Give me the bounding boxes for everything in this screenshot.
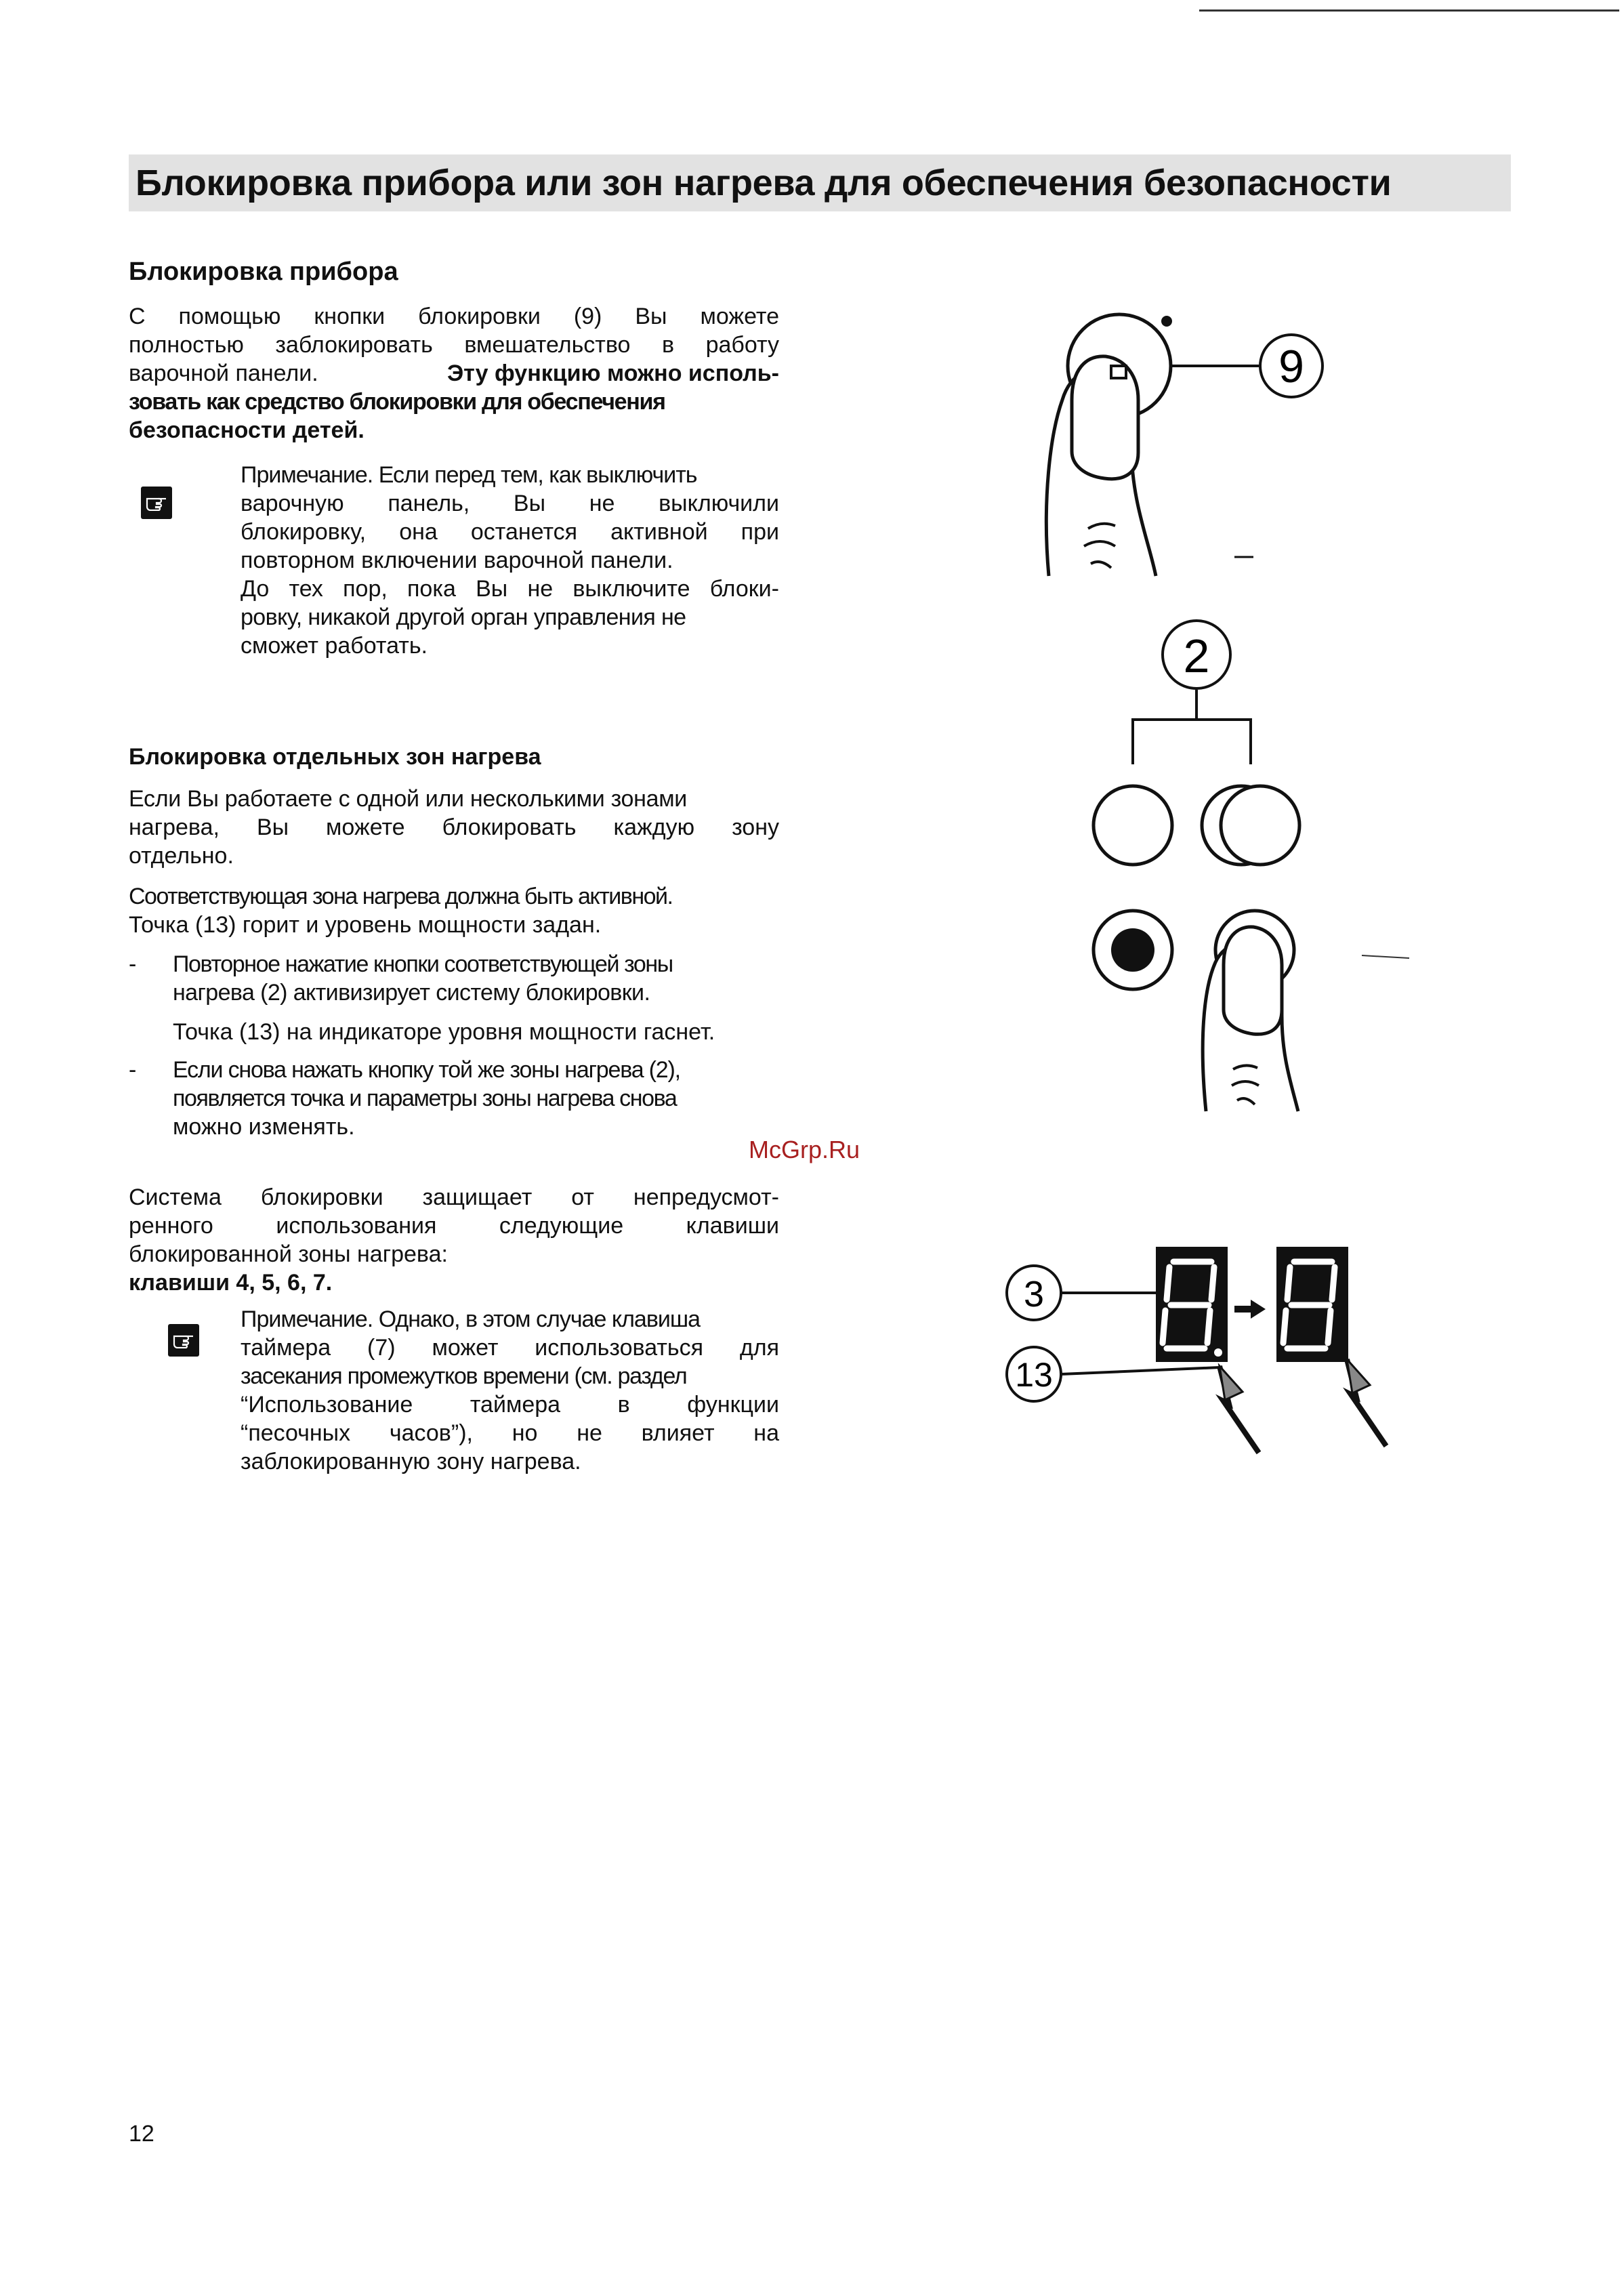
note-line: повторном включении варочной панели. (241, 548, 673, 573)
bullet-line: Если снова нажать кнопку той же зоны нагрева (2), (173, 1057, 680, 1083)
bullet-line: нагрева (2) активизирует систему блокировки. (173, 980, 650, 1006)
section1-paragraph (129, 302, 779, 445)
keys-line: клавиши 4, 5, 6, 7. (129, 1270, 333, 1296)
callout-9-label: 9 (1278, 341, 1304, 392)
text-span: варочной панели. (129, 360, 318, 386)
text-span-bold: Эту функцию можно исполь- (446, 360, 779, 386)
bullet-1 (173, 950, 779, 1007)
bullet-dash: - (129, 1057, 137, 1083)
text-line: нагрева, Вы можете блокировать каждую зону (129, 814, 779, 840)
section-heading-zone-lock: Блокировка отдельных зон нагрева (129, 744, 541, 770)
indicator-dot (1161, 316, 1172, 327)
callout-3-label: 3 (1023, 1274, 1045, 1315)
section2-paragraph-1 (129, 785, 779, 870)
callout-2-label: 2 (1183, 629, 1210, 682)
seven-segment-after (1276, 1247, 1348, 1362)
active-dot (1111, 928, 1154, 972)
page-number: 12 (129, 2121, 154, 2147)
note-line: блокировку, она останется активной при (241, 519, 779, 545)
note-line: “Использование таймера в функции (241, 1392, 779, 1418)
note-line: Примечание. Однако, в этом случае клавиша (241, 1306, 701, 1332)
text-line-bold: зовать как средство блокировки для обеспечения (129, 389, 665, 415)
callout-13-label: 13 (1015, 1356, 1053, 1394)
zone-button-right (1221, 786, 1299, 865)
text-line: Соответствующая зона нагрева должна быть активной. (129, 884, 673, 909)
bracket (1133, 690, 1251, 764)
text-line: Система блокировки защищает от непредусмот- (129, 1184, 779, 1210)
page-title: Блокировка прибора или зон нагрева для обеспечения безопасности (129, 154, 1511, 211)
note-line: Примечание. Если перед тем, как выключить (241, 462, 697, 488)
tick-mark (1362, 955, 1409, 958)
text-line-bold: безопасности детей. (129, 417, 365, 443)
bullet-dash: - (129, 951, 137, 977)
bullet-2 (173, 1056, 779, 1141)
zone-button-left (1094, 786, 1172, 865)
note-1 (241, 461, 779, 660)
section-heading-device-lock: Блокировка прибора (129, 257, 398, 286)
note-hand-icon (168, 1324, 199, 1357)
text-line: ренного использования следующие клавиши (129, 1213, 779, 1239)
seven-segment-before (1156, 1247, 1228, 1362)
watermark: McGrp.Ru (749, 1136, 860, 1163)
leader-line (1061, 1367, 1220, 1374)
section3-paragraph (129, 1183, 779, 1297)
figure-lock-button (1030, 298, 1382, 590)
figure-zone-buttons (1070, 610, 1423, 1125)
text-line: С помощью кнопки блокировки (9) Вы можете (129, 304, 779, 329)
text-line-mixed (129, 359, 779, 388)
text-line: Если Вы работаете с одной или несколькими зонами (129, 786, 687, 812)
note-line: засекания промежутков времени (см. раздел (241, 1363, 687, 1389)
note-hand-icon (141, 487, 172, 519)
arrow-right-icon (1234, 1300, 1266, 1319)
note-line: До тех пор, пока Вы не выключите блоки- (241, 576, 779, 602)
text-line: блокированной зоны нагрева: (129, 1241, 448, 1267)
note-line: сможет работать. (241, 633, 428, 659)
section2-paragraph-2 (129, 882, 779, 939)
bullet-line: можно изменять. (173, 1114, 355, 1140)
pointer-arrow-icon (1220, 1366, 1259, 1453)
pointer-arrow-icon (1347, 1359, 1386, 1446)
text-line: отдельно. (129, 843, 234, 869)
bullet-line: Повторное нажатие кнопки соответствующей зоны (173, 951, 673, 977)
note-line: таймера (7) может использоваться для (241, 1335, 779, 1361)
note-line: ровку, никакой другой орган управления не (241, 604, 686, 630)
note-2 (241, 1305, 779, 1476)
bullet-1-sub: Точка (13) на индикаторе уровня мощности гаснет. (173, 1019, 715, 1045)
finger-press-icon (1046, 356, 1156, 576)
note-line: “песочных часов”), но не влияет на (241, 1420, 779, 1446)
bullet-line: появляется точка и параметры зоны нагрева снова (173, 1086, 677, 1111)
note-line: варочную панель, Вы не выключили (241, 491, 779, 516)
text-line: Точка (13) горит и уровень мощности задан. (129, 912, 602, 938)
text-line: полностью заблокировать вмешательство в работу (129, 332, 779, 358)
figure-display (996, 1247, 1430, 1470)
note-line: заблокированную зону нагрева. (241, 1449, 581, 1474)
top-rule (1199, 9, 1619, 12)
